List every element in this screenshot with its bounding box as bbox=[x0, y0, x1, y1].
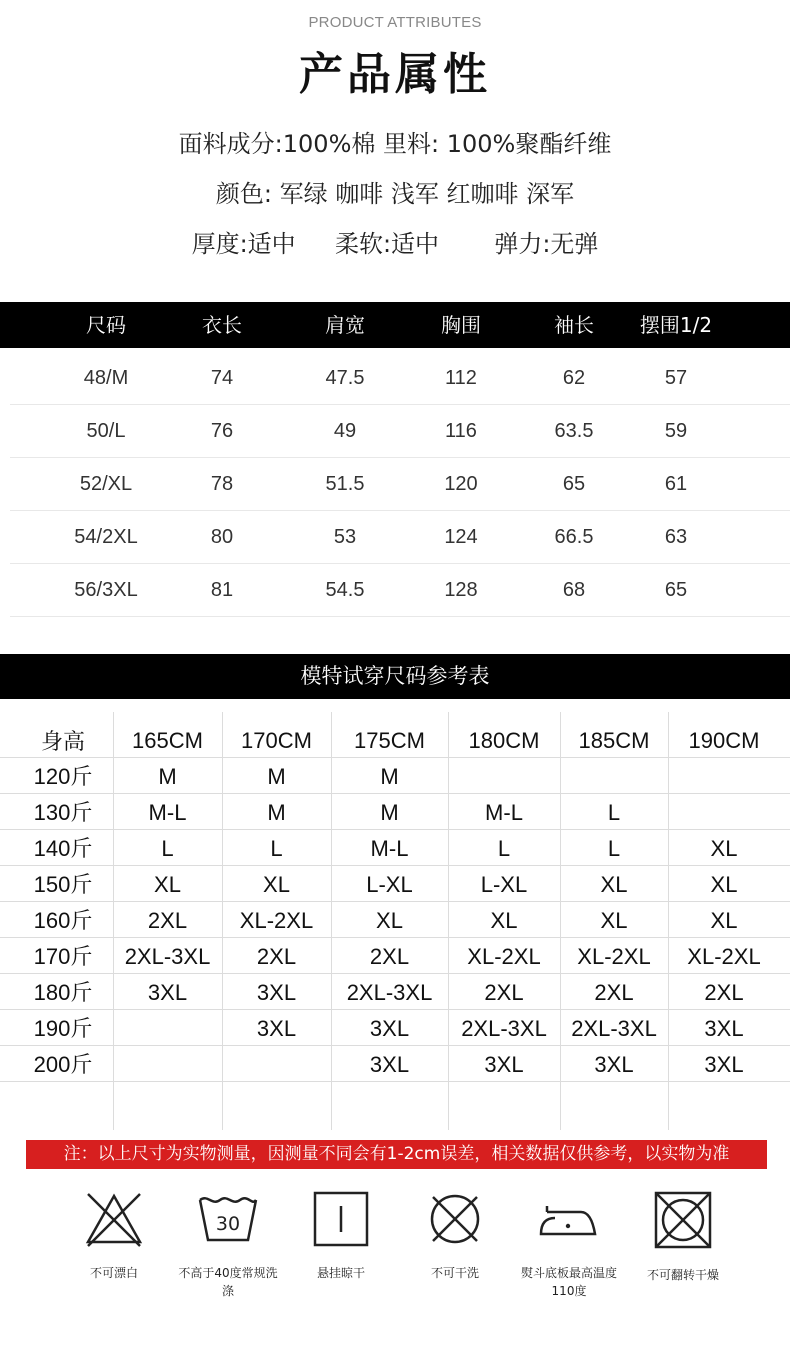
size-recommendation-cell: XL-2XL bbox=[239, 908, 314, 933]
size-table-row bbox=[10, 458, 790, 511]
size-table-cell: 74 bbox=[210, 367, 234, 389]
size-recommendation-cell bbox=[668, 759, 780, 795]
care-item-no-tumble-dry bbox=[628, 1190, 738, 1284]
size-recommendation-cell: 3XL bbox=[594, 1052, 634, 1077]
size-table-cell: 116 bbox=[445, 420, 477, 442]
care-item-no-bleach bbox=[59, 1190, 169, 1282]
size-recommendation-cell: XL bbox=[600, 908, 628, 933]
no-tumble-dry-icon bbox=[653, 1190, 713, 1250]
size-table-cell: 59 bbox=[664, 420, 688, 442]
size-col-header: 摆围1/2 bbox=[639, 313, 713, 337]
no-bleach-icon bbox=[84, 1190, 144, 1248]
weight-row-header: 130斤 bbox=[33, 800, 93, 825]
size-table-cell: 52/XL bbox=[79, 473, 133, 495]
size-recommendation-cell: 2XL-3XL bbox=[346, 980, 433, 1005]
size-table-cell: 54/2XL bbox=[74, 526, 138, 548]
size-recommendation-cell: XL bbox=[376, 908, 403, 933]
size-recommendation-cell: XL-2XL bbox=[577, 944, 651, 969]
size-table-cell: 47.5 bbox=[325, 367, 365, 389]
hang-dry-icon bbox=[312, 1190, 370, 1248]
size-table-row bbox=[10, 511, 790, 564]
size-recommendation-cell: 3XL bbox=[704, 1052, 744, 1077]
weight-row-header: 120斤 bbox=[33, 764, 93, 789]
size-table-cell: 48/M bbox=[83, 367, 129, 389]
size-col-header: 肩宽 bbox=[325, 313, 365, 337]
size-table-row bbox=[10, 405, 790, 458]
size-table-cell: 51.5 bbox=[325, 473, 365, 495]
care-label: 不可漂白 bbox=[89, 1266, 138, 1280]
size-recommendation-cell: 3XL bbox=[369, 1016, 410, 1041]
size-table-cell: 76 bbox=[210, 420, 234, 442]
size-table-cell: 54.5 bbox=[325, 579, 365, 601]
care-item-no-dry-clean bbox=[400, 1190, 510, 1282]
care-label: 熨斗底板最高温度110度 bbox=[520, 1266, 617, 1298]
size-table-cell: 56/3XL bbox=[74, 579, 138, 601]
size-col-header: 衣长 bbox=[202, 313, 242, 337]
size-recommendation-cell: 2XL bbox=[484, 980, 524, 1005]
size-recommendation-cell: 2XL bbox=[256, 944, 297, 969]
size-recommendation-cell: L bbox=[497, 836, 511, 861]
size-recommendation-cell bbox=[560, 759, 668, 795]
size-recommendation-cell: L bbox=[270, 836, 283, 861]
size-recommendation-cell: L-XL bbox=[480, 872, 528, 897]
size-recommendation-cell: 3XL bbox=[369, 1052, 410, 1077]
size-recommendation-cell: XL bbox=[600, 872, 628, 897]
section-title: 产品属性 bbox=[299, 49, 491, 100]
height-column-header: 185CM bbox=[578, 728, 650, 753]
size-recommendation-cell: L bbox=[607, 800, 621, 825]
size-table-row bbox=[10, 352, 790, 405]
size-recommendation-cell bbox=[448, 759, 560, 795]
size-table-cell: 57 bbox=[664, 367, 688, 389]
size-table-cell: 78 bbox=[210, 473, 234, 495]
size-recommendation-cell: XL-2XL bbox=[687, 944, 761, 969]
wash-temp-text: 30 bbox=[215, 1213, 241, 1235]
color-info: 颜色: 军绿 咖啡 浅军 红咖啡 深军 bbox=[215, 180, 575, 208]
model-table-title: 模特试穿尺码参考表 bbox=[0, 654, 790, 699]
size-recommendation-cell: M bbox=[267, 800, 286, 825]
size-recommendation-cell: L bbox=[607, 836, 621, 861]
size-table-cell: 61 bbox=[664, 473, 688, 495]
size-table-header bbox=[0, 302, 790, 348]
size-recommendation-cell: M bbox=[380, 800, 399, 825]
no-dry-clean-icon bbox=[425, 1190, 485, 1248]
size-recommendation-cell bbox=[113, 1047, 222, 1083]
size-table-cell: 80 bbox=[210, 526, 234, 548]
size-col-header: 袖长 bbox=[554, 313, 594, 337]
size-table-cell: 62 bbox=[562, 367, 586, 389]
weight-row-header: 170斤 bbox=[33, 944, 93, 969]
height-column-header: 190CM bbox=[688, 728, 760, 753]
weight-row-header: 200斤 bbox=[33, 1052, 93, 1077]
size-table-row bbox=[10, 564, 790, 617]
size-table-cell: 63 bbox=[664, 526, 688, 548]
size-table-cell: 49 bbox=[333, 420, 357, 442]
fabric-info: 面料成分:100%棉 里料: 100%聚酯纤维 bbox=[178, 130, 612, 158]
size-recommendation-cell: XL bbox=[710, 908, 738, 933]
size-col-header: 胸围 bbox=[441, 313, 481, 337]
weight-row-header: 150斤 bbox=[33, 872, 93, 897]
weight-row-header: 180斤 bbox=[33, 980, 93, 1005]
height-row-label: 身高 bbox=[40, 729, 85, 754]
size-table-cell: 120 bbox=[444, 473, 478, 495]
care-item-wash-30 bbox=[173, 1190, 283, 1300]
size-recommendation-cell: XL bbox=[154, 872, 181, 897]
section-subtitle: PRODUCT ATTRIBUTES bbox=[308, 14, 482, 31]
weight-row-header: 140斤 bbox=[33, 836, 93, 861]
size-recommendation-cell: 2XL-3XL bbox=[124, 944, 211, 969]
size-recommendation-cell: 3XL bbox=[256, 980, 297, 1005]
size-table-cell: 65 bbox=[562, 473, 586, 495]
size-table-cell: 128 bbox=[444, 579, 478, 601]
softness-info: 柔软:适中 bbox=[334, 230, 440, 258]
size-recommendation-cell: XL bbox=[710, 836, 738, 861]
size-recommendation-cell bbox=[222, 1047, 331, 1083]
size-recommendation-cell bbox=[668, 795, 780, 831]
weight-row-header: 190斤 bbox=[33, 1016, 93, 1041]
size-recommendation-cell: XL bbox=[490, 908, 518, 933]
size-table-cell: 66.5 bbox=[554, 526, 594, 548]
measurement-note: 注：以上尺寸为实物测量，因测量不同会有1-2cm误差，相关数据仅供参考，以实物为准 bbox=[26, 1140, 767, 1169]
care-label: 悬挂晾干 bbox=[316, 1266, 365, 1280]
care-item-iron bbox=[514, 1190, 624, 1300]
size-table-cell: 81 bbox=[210, 579, 234, 601]
size-table-cell: 63.5 bbox=[554, 420, 594, 442]
size-recommendation-cell: L-XL bbox=[366, 872, 413, 897]
size-table-cell: 65 bbox=[664, 579, 688, 601]
size-recommendation-cell: 2XL-3XL bbox=[461, 1016, 547, 1041]
size-table-cell: 53 bbox=[333, 526, 357, 548]
height-column-header: 175CM bbox=[354, 728, 425, 753]
iron-110-icon bbox=[537, 1190, 601, 1248]
elasticity-info: 弹力:无弹 bbox=[494, 230, 599, 258]
size-table-cell: 68 bbox=[562, 579, 586, 601]
texture-info bbox=[0, 224, 790, 259]
size-recommendation-cell: L bbox=[161, 836, 174, 861]
size-recommendation-cell: 2XL bbox=[704, 980, 744, 1005]
size-recommendation-cell bbox=[113, 1011, 222, 1047]
size-recommendation-cell: 3XL bbox=[256, 1016, 297, 1041]
size-recommendation-cell: XL-2XL bbox=[467, 944, 541, 969]
wash-30-icon bbox=[196, 1190, 260, 1248]
size-recommendation-cell: M bbox=[158, 764, 177, 789]
size-table-cell: 112 bbox=[445, 367, 477, 389]
model-size-table bbox=[0, 712, 790, 1130]
size-recommendation-cell: XL bbox=[710, 872, 738, 897]
weight-row-header: 160斤 bbox=[33, 908, 93, 933]
size-recommendation-cell: XL bbox=[263, 872, 290, 897]
size-recommendation-cell: 2XL bbox=[594, 980, 634, 1005]
care-label: 不高于40度常规洗涤 bbox=[178, 1266, 278, 1298]
height-column-header: 170CM bbox=[241, 728, 312, 753]
care-label: 不可翻转干燥 bbox=[646, 1268, 719, 1282]
size-recommendation-cell: 2XL bbox=[147, 908, 188, 933]
care-label: 不可干洗 bbox=[430, 1266, 479, 1280]
size-table-cell: 124 bbox=[444, 526, 478, 548]
size-recommendation-cell: M-L bbox=[370, 836, 409, 861]
size-table-cell: 50/L bbox=[86, 420, 126, 442]
size-recommendation-cell: 2XL bbox=[369, 944, 410, 969]
size-col-header: 尺码 bbox=[86, 313, 126, 337]
size-recommendation-cell: 3XL bbox=[704, 1016, 744, 1041]
size-recommendation-cell: 3XL bbox=[484, 1052, 524, 1077]
thickness-info: 厚度:适中 bbox=[191, 230, 296, 258]
size-recommendation-cell: 3XL bbox=[147, 980, 188, 1005]
height-column-header: 165CM bbox=[132, 728, 203, 753]
care-item-hang-dry bbox=[286, 1190, 396, 1282]
size-recommendation-cell: 2XL-3XL bbox=[571, 1016, 657, 1041]
size-recommendation-cell: M-L bbox=[148, 800, 187, 825]
size-recommendation-cell: M bbox=[380, 764, 399, 789]
size-recommendation-cell: M-L bbox=[485, 800, 523, 825]
height-column-header: 180CM bbox=[468, 728, 540, 753]
size-recommendation-cell: M bbox=[267, 764, 286, 789]
